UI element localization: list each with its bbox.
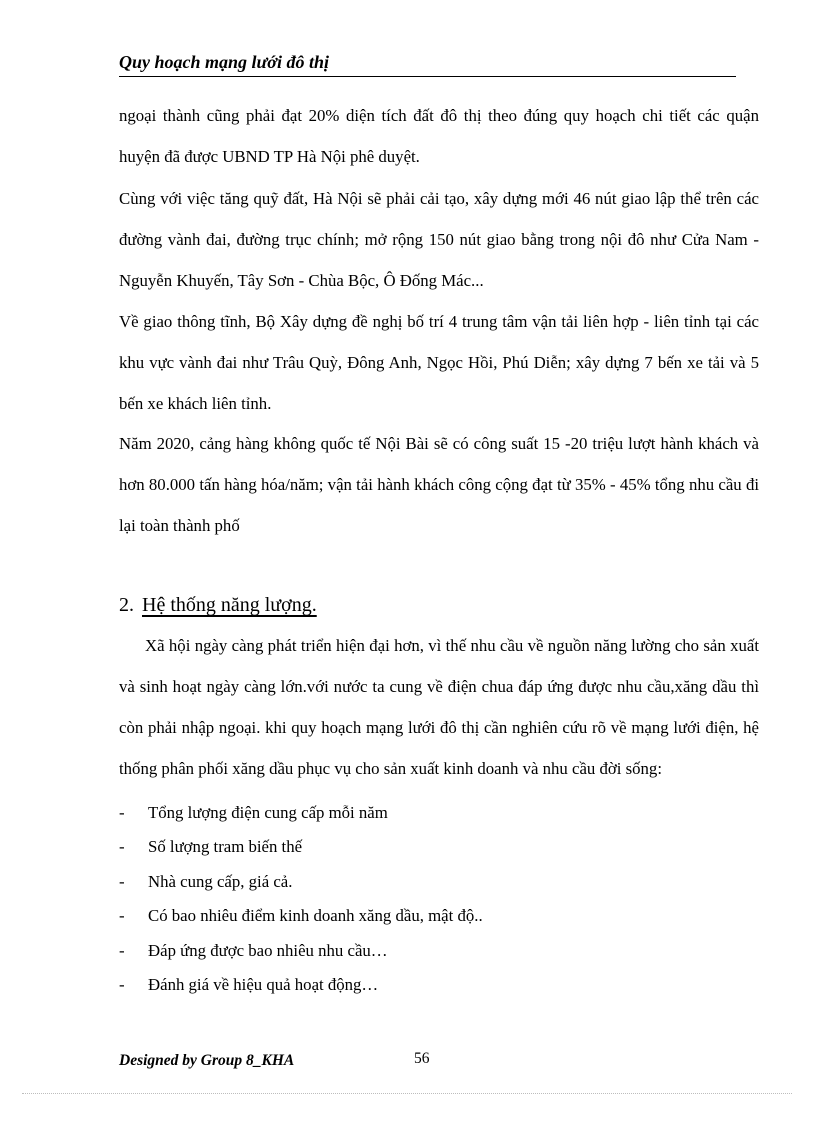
body-paragraph-3: Về giao thông tĩnh, Bộ Xây dựng đề nghị bố trí 4 trung tâm vận tải liên hợp - liên tỉnh tại các khu vực vành đai như Trâu Quỳ, Đông Anh, Ngọc Hồi, Phú Diễn; xây dựng 7 bến xe tải và 5 bến xe khách liên tỉnh.	[119, 312, 759, 413]
list-item-text: Số lượng tram biến thế	[148, 837, 303, 857]
list-item	[119, 865, 739, 899]
list-item	[119, 796, 739, 830]
section-heading	[119, 590, 317, 620]
footer-credit: Designed by Group 8_KHA	[119, 1052, 295, 1069]
list-bullet: -	[119, 803, 125, 822]
list-item-text: Có bao nhiêu điểm kinh doanh xăng dầu, mật độ..	[148, 906, 483, 926]
list-bullet: -	[119, 940, 125, 960]
section-number: 2.	[119, 594, 134, 616]
list-bullet: -	[119, 906, 125, 926]
body-paragraph-4: Năm 2020, cảng hàng không quốc tế Nội Bài sẽ có công suất 15 -20 triệu lượt hành khách và hơn 80.000 tấn hàng hóa/năm; vận tải hành khách công cộng đạt từ 35% - 45% tổng nhu cầu đi lại toàn thành phố	[119, 434, 759, 535]
list-item-text: Nhà cung cấp, giá cả.	[148, 871, 293, 891]
section-title: Hệ thống năng lượng.	[142, 594, 317, 616]
list-item	[119, 830, 739, 864]
list-item	[119, 934, 739, 968]
list-bullet: -	[119, 974, 125, 994]
list-item-text: Đánh giá về hiệu quả hoạt động…	[148, 974, 379, 994]
body-paragraph-2: Cùng với việc tăng quỹ đất, Hà Nội sẽ phải cải tạo, xây dựng mới 46 nút giao lập thể trên các đường vành đai, đường trục chính; mở rộng 150 nút giao bằng trong nội đô như Cửa Nam - Nguyễn Khuyến, Tây Sơn - Chùa Bộc, Ô Đống Mác...	[119, 189, 759, 290]
list-item-text: Đáp ứng được bao nhiêu nhu cầu…	[148, 940, 388, 960]
energy-criteria-list	[119, 796, 739, 1002]
section-intro-paragraph: Xã hội ngày càng phát triển hiện đại hơn, vì thế nhu cầu về nguồn năng lường cho sản xuất và sinh hoạt ngày càng lớn.với nước ta cung về điện chua đáp ứng được nhu cầu,xăng dầu thì còn phải nhập ngoại. khi quy hoạch mạng lưới đô thị cần nghiên cứu rõ về mạng lưới điện, hệ thống phân phối xăng dầu phục vụ cho sản xuất kinh doanh và nhu cầu đời sống:	[119, 636, 759, 778]
page-number: 56	[414, 1050, 430, 1067]
list-item-text: Tổng lượng điện cung cấp mỗi năm	[148, 803, 388, 822]
header-divider	[119, 76, 736, 77]
document-header-title: Quy hoạch mạng lưới đô thị	[119, 52, 329, 72]
page-bottom-border	[22, 1093, 792, 1094]
body-paragraph-1: ngoại thành cũng phải đạt 20% diện tích đất đô thị theo đúng quy hoạch chi tiết các quận huyện đã được UBND TP Hà Nội phê duyệt.	[119, 106, 759, 166]
list-item	[119, 899, 739, 933]
list-item	[119, 968, 739, 1002]
list-bullet: -	[119, 837, 125, 857]
list-bullet: -	[119, 871, 125, 891]
